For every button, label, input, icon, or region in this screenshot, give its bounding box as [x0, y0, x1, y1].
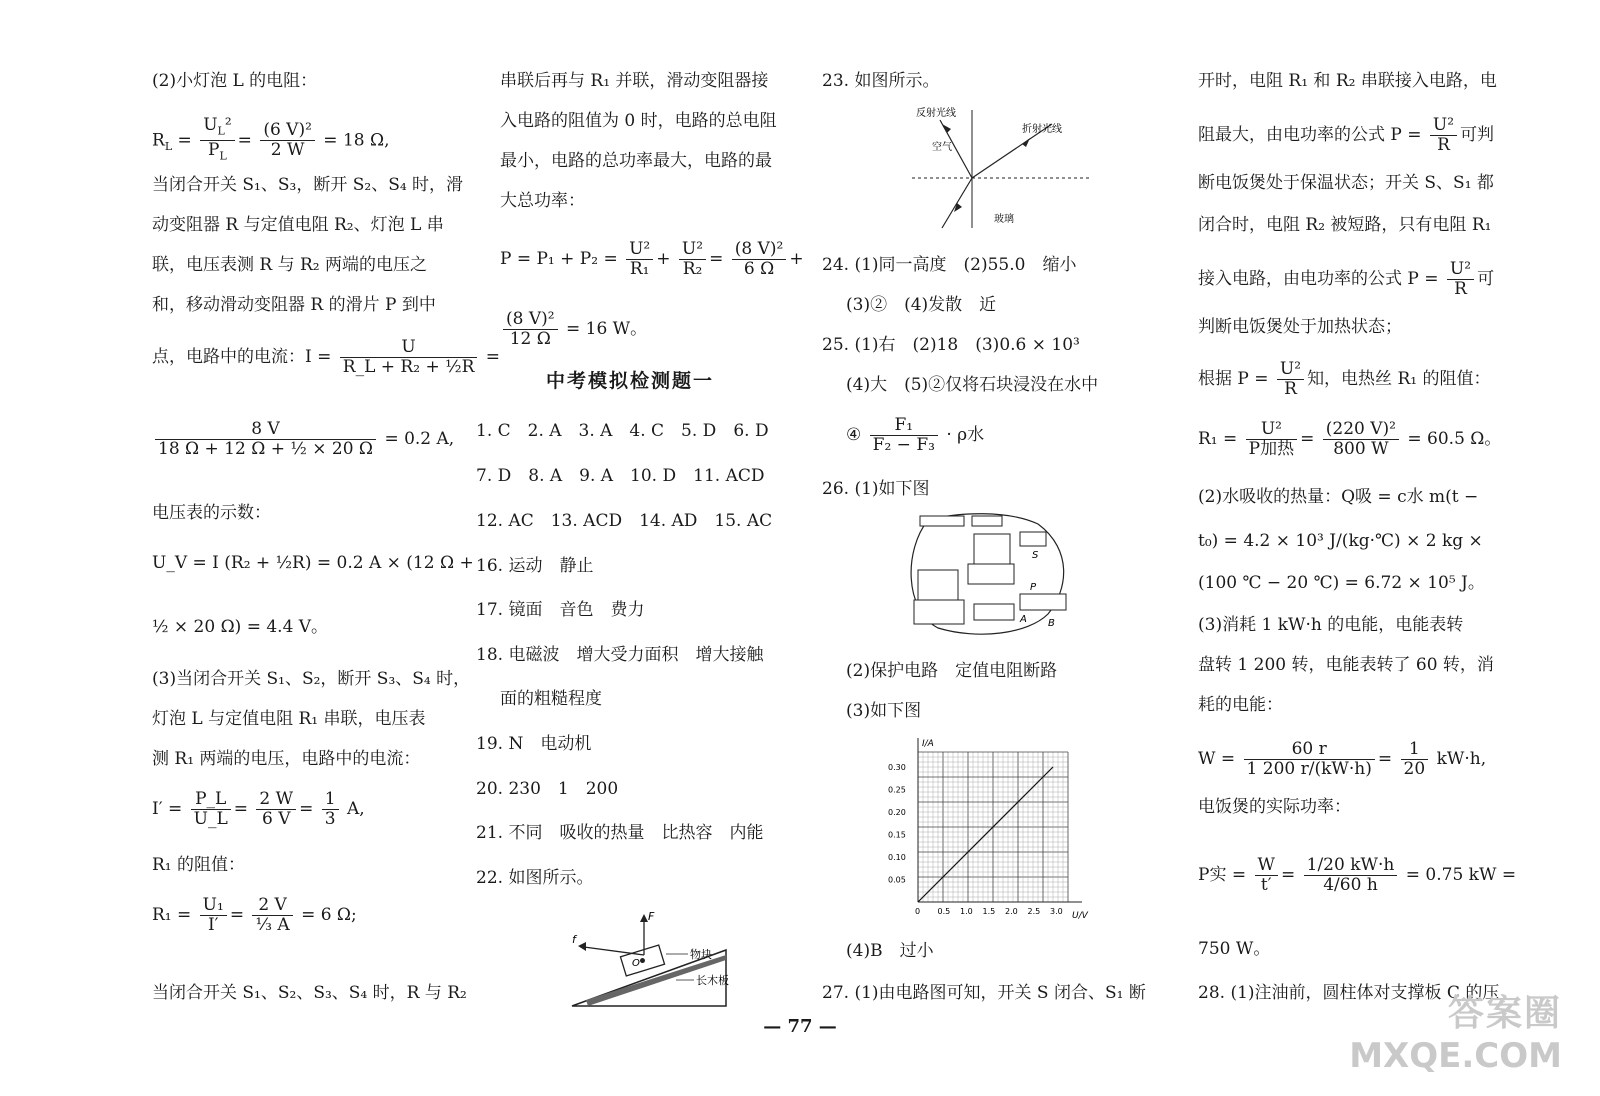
answer-line: (2)保护电路 定值电阻断路: [846, 661, 1058, 681]
text-line: 电压表的示数：: [152, 503, 271, 523]
answer-line: (4)B 过小: [846, 941, 934, 961]
x-tick-label: 2.5: [1027, 907, 1041, 916]
iv-graph: [870, 734, 1100, 926]
answer-line: 26. (1)如下图: [822, 479, 930, 499]
text-line: 开时，电阻 R₁ 和 R₂ 串联接入电路，电: [1198, 71, 1497, 91]
answer-line: 17. 镜面 音色 费力: [476, 600, 645, 620]
text-line: (2)小灯泡 L 的电阻：: [152, 71, 318, 91]
text-line: (3)消耗 1 kW·h 的电能，电能表转: [1198, 615, 1464, 635]
x-tick-label: 0: [915, 907, 921, 916]
y-tick-label: 0.30: [888, 763, 906, 772]
formula-current: 点，电路中的电流：I = $\frac{U}{\text{R\_L + R₂ + ½R}}$ =: [152, 337, 501, 377]
text-line: 断电饭煲处于保温状态；开关 S、S₁ 都: [1198, 173, 1494, 193]
formula-i-prime: I′ = $\frac{P\_L}{U\_L}$ = $\frac{2 W}{6 V}$ = $\frac{1}{3}$ A,: [152, 789, 365, 829]
x-tick-label: 2.0: [1005, 907, 1018, 916]
answer-line: 18. 电磁波 增大受力面积 增大接触: [476, 645, 764, 665]
label-terminal-a: A: [1020, 614, 1027, 625]
formula-r1: R₁ = $\frac{\text{U²}}{\text{P加热}}$ = $\frac{\text{(220 V)²}}{800 W}$ = 60.5 Ω。: [1198, 419, 1502, 459]
text-line: 750 W。: [1198, 939, 1271, 959]
answer-line: 1. C 2. A 3. A 4. C 5. D 6. D: [476, 421, 769, 441]
incline-force-diagram: [566, 910, 766, 1012]
watermark-logo: 答案圈 MXQE.COM: [1349, 993, 1562, 1076]
formula-r1: R₁ = $\frac{\text{U₁}}{I'}$ = $\frac{2 V}{\text{⅓ A}}$ = 6 Ω;: [152, 895, 357, 935]
label-reflected-ray: 反射光线: [916, 108, 956, 119]
page-number: — 77 —: [763, 1016, 837, 1037]
label-slider: P: [1030, 582, 1037, 593]
formula-current-value: $\frac{8 V}{\text{18 Ω + 12 Ω + ½ × 20 Ω}}$ = 0.2 A,: [152, 420, 454, 459]
answer-line: 19. N 电动机: [476, 734, 592, 754]
text-line: 入电路的阻值为 0 时，电路的总电阻: [500, 111, 777, 131]
text-line: 串联后再与 R₁ 并联，滑动变阻器接: [500, 71, 769, 91]
section-heading: 中考模拟检测题一: [546, 370, 715, 392]
text-line: 判断电饭煲处于加热状态；: [1198, 317, 1402, 337]
formula-energy: W = $\frac{60 r}{1 200 r/(kW\cdot h)}$ = $\frac{1}{20}$ kW·h,: [1198, 739, 1487, 779]
text-line: 当闭合开关 S₁、S₂、S₃、S₄ 时，R 与 R₂: [152, 983, 467, 1003]
formula-line: 根据 P = $\frac{\text{U²}}{R}$ 知，电热丝 R₁ 的阻值：: [1198, 359, 1491, 399]
answer-line: (3)如下图: [846, 701, 922, 721]
text-line: 最小，电路的总功率最大，电路的最: [500, 151, 772, 171]
answer-line: 23. 如图所示。: [822, 71, 940, 91]
answer-formula: ④ $\frac{\text{F₁}}{\text{F₂ − F₃}}$ · ρ水: [846, 415, 985, 455]
text-line: 闭合时，电阻 R₂ 被短路，只有电阻 R₁: [1198, 215, 1492, 235]
answer-line: 面的粗糙程度: [500, 689, 602, 709]
x-tick-label: 1.0: [960, 907, 973, 916]
refraction-diagram: [902, 100, 1102, 230]
label-glass: 玻璃: [994, 214, 1014, 225]
x-tick-label: 0.5: [937, 907, 951, 916]
text-line: 联，电压表测 R 与 R₂ 两端的电压之: [152, 255, 428, 275]
x-axis-label: U/V: [1072, 911, 1088, 921]
text-line: 当闭合开关 S₁、S₃，断开 S₂、S₄ 时，滑: [152, 175, 464, 195]
label-refracted-ray: 折射光线: [1022, 124, 1062, 135]
force-label-f: f: [572, 933, 576, 946]
text-line: 大总功率：: [500, 191, 585, 211]
formula-power: P = P₁ + P₂ = $\frac{\text{U²}}{\text{R₁}}$ + $\frac{\text{U²}}{\text{R₂}}$ = $\frac{\text{(8 V)²}}{6 \Omega}$ +: [500, 239, 804, 279]
answer-line: 25. (1)右 (2)18 (3)0.6 × 10³: [822, 335, 1080, 355]
label-terminal-b: B: [1048, 618, 1055, 629]
text-line: 灯泡 L 与定值电阻 R₁ 串联，电压表: [152, 709, 426, 729]
y-tick-label: 0.10: [888, 853, 906, 862]
x-tick-label: 3.0: [1050, 907, 1063, 916]
answer-line: (4)大 (5)②仅将石块浸没在水中: [846, 375, 1099, 395]
answer-line: 21. 不同 吸收的热量 比热容 内能: [476, 823, 764, 843]
label-board: 长木板: [696, 974, 729, 987]
x-tick-label: 1.5: [982, 907, 996, 916]
formula-power-cont: $\frac{\text{(8 V)²}}{12 \Omega}$ = 16 W。: [476, 310, 647, 349]
y-tick-label: 0.15: [888, 830, 906, 840]
graph-grid: [918, 738, 1082, 902]
answer-line: 20. 230 1 200: [476, 779, 619, 799]
point-label-O: O: [632, 958, 640, 969]
text-line: t₀) = 4.2 × 10³ J/(kg·℃) × 2 kg ×: [1198, 531, 1483, 551]
answer-line: 7. D 8. A 9. A 10. D 11. ACD: [476, 466, 765, 486]
text-line: R₁ 的阻值：: [152, 855, 246, 875]
text-line: 动变阻器 R 与定值电阻 R₂、灯泡 L 串: [152, 215, 444, 235]
text-line: 电饭煲的实际功率：: [1198, 797, 1351, 817]
text-line: (3)当闭合开关 S₁、S₂，断开 S₃、S₄ 时，: [152, 669, 471, 689]
text-line: 测 R₁ 两端的电压，电路中的电流：: [152, 749, 421, 769]
answer-line: 16. 运动 静止: [476, 556, 594, 576]
text-line: 耗的电能：: [1198, 695, 1283, 715]
force-label-F: F: [648, 910, 655, 923]
formula-line: 阻最大，由电功率的公式 P = $\frac{\text{U²}}{R}$ 可判: [1198, 115, 1495, 155]
formula-line: 接入电路，由电功率的公式 P = $\frac{\text{U²}}{R}$ 可: [1198, 259, 1495, 299]
y-tick-label: 0.25: [888, 785, 906, 795]
answer-line: 22. 如图所示。: [476, 868, 594, 888]
text-line: 和，移动滑动变阻器 R 的滑片 P 到中: [152, 295, 436, 315]
text-line: 盘转 1 200 转，电能表转了 60 转，消: [1198, 655, 1494, 675]
text-line: 28. (1)注油前，圆柱体对支撑板 C 的压: [1198, 983, 1500, 1003]
label-switch: S: [1032, 550, 1039, 561]
answer-line: (3)② (4)发散 近: [846, 295, 997, 315]
y-tick-label: 0.20: [888, 808, 906, 817]
label-block: 物块: [690, 948, 712, 961]
iv-line: [918, 767, 1053, 902]
label-air: 空气: [932, 142, 952, 153]
circuit-diagram: [908, 510, 1078, 640]
answer-line: 27. (1)由电路图可知，开关 S 闭合、S₁ 断: [822, 983, 1146, 1003]
answer-line: 24. (1)同一高度 (2)55.0 缩小: [822, 255, 1077, 275]
formula-voltage: U_V = I (R₂ + ½R) = 0.2 A × (12 Ω +: [152, 553, 474, 573]
answer-line: 12. AC 13. ACD 14. AD 15. AC: [476, 511, 773, 531]
text-line: (100 ℃ − 20 ℃) = 6.72 × 10⁵ J。: [1198, 573, 1485, 593]
y-tick-label: 0.05: [888, 875, 906, 885]
text-line: (2)水吸收的热量：Q吸 = c水 m(t −: [1198, 487, 1479, 507]
formula-voltage-cont: ½ × 20 Ω) = 4.4 V。: [152, 617, 329, 637]
formula-power-actual: P实 = $\frac{W}{t'}$ = $\frac{1/20 kW\cdot h}{4/60 h}$ = 0.75 kW =: [1198, 855, 1517, 895]
formula-rl: $R_L$ = $\frac{U_L^2}{P_L}$ = $\frac{\text{(6 V)²}}{2 W}$ = 18 Ω,: [152, 115, 390, 163]
y-axis-label: I/A: [922, 739, 934, 749]
